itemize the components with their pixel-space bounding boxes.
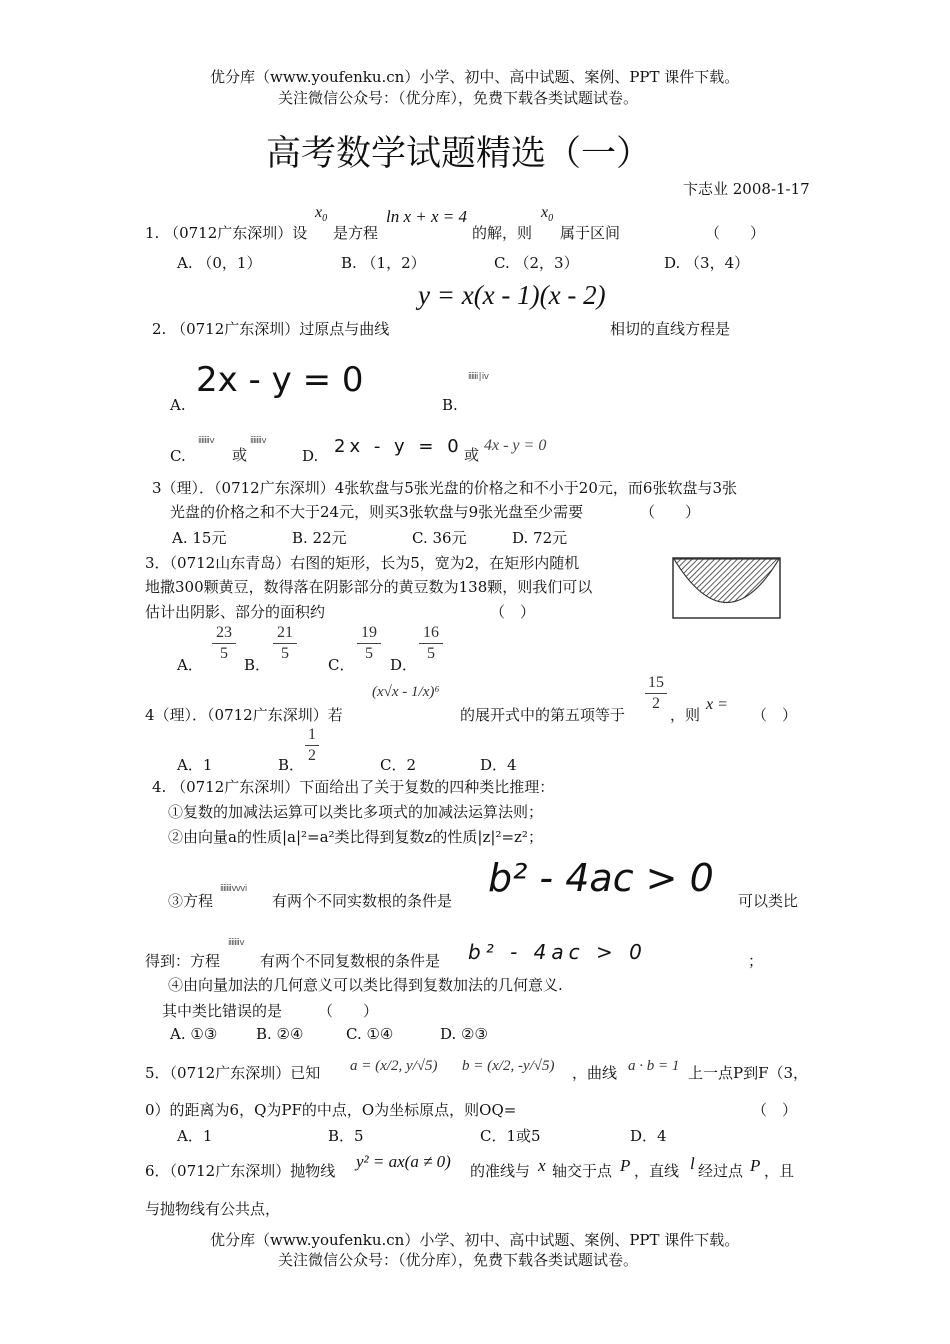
q3-frac-d: 16 5	[419, 624, 443, 663]
q3-rectangle-figure	[672, 556, 782, 620]
q2-a-formula: 2x - y = 0	[196, 360, 364, 400]
q4-option-b: B. ②④	[256, 1025, 304, 1043]
q5-option-b: B．5	[328, 1127, 364, 1145]
q4li-option-b: B．	[278, 756, 305, 774]
q2-curve: y = x(x - 1)(x - 2)	[418, 280, 606, 310]
q4-item-3b-formula: b² - 4ac > 0	[468, 940, 647, 964]
q2-c-or: 或	[232, 446, 248, 464]
q1-option-c: C. （2，3）	[494, 254, 579, 272]
q4li-paren: （ ）	[752, 706, 798, 724]
header-line-2: 关注微信公众号：（优分库），免费下载各类试题试卷。	[278, 89, 639, 107]
q1-mid2: 的解，则	[472, 224, 533, 242]
q4li-option-a: A．1	[177, 756, 213, 774]
q1-var1: $x_0$	[315, 204, 328, 225]
q3-option-d: D．	[390, 656, 418, 674]
q6-point-p: P	[620, 1156, 631, 1175]
q4li-expression: (x√x - 1/x)⁶	[372, 684, 440, 700]
q3li-option-c: C. 36元	[412, 529, 467, 547]
q4-item-1: ①复数的加减法运算可以类比多项式的加减法运算法则；	[168, 803, 544, 821]
q5-option-c: C．1或5	[480, 1127, 541, 1145]
q6-equation: y² = ax(a ≠ 0)	[356, 1152, 451, 1171]
q4-item-3b-suffix: ；	[748, 952, 764, 970]
q6-line-2: 与抛物线有公共点，	[145, 1200, 281, 1218]
q4-option-a: A. ①③	[170, 1025, 218, 1043]
q2-a-label: A.	[170, 396, 186, 414]
q4-item-3b-prefix: 得到：方程	[145, 952, 221, 970]
q3-line-1: 3．（0712山东青岛）右图的矩形，长为5，宽为2，在矩形内随机	[145, 554, 580, 572]
q3-line-2: 地撒300颗黄豆，数得落在阴影部分的黄豆数为138颗，则我们可以	[145, 578, 593, 596]
header-line-1: 优分库（www.youfenku.cn）小学、初中、高中试题、案例、PPT 课件下载。	[210, 68, 740, 86]
q3li-option-b: B. 22元	[292, 529, 347, 547]
footer-line-1: 优分库（www.youfenku.cn）小学、初中、高中试题、案例、PPT 课件下载。	[210, 1231, 740, 1249]
q4li-option-d: D．4	[480, 756, 517, 774]
q4-item-3b-equation-image: ⅰⅱⅲⅳ	[228, 938, 244, 948]
q5-mid: ，曲线	[572, 1064, 618, 1082]
q1-suffix: 属于区间	[560, 224, 621, 242]
q3li-option-d: D. 72元	[512, 529, 568, 547]
q3-option-a: A．	[177, 656, 203, 674]
q1-option-d: D. （3，4）	[664, 254, 750, 272]
q5-option-a: A．1	[177, 1127, 213, 1145]
q2-suffix: 相切的直线方程是	[610, 320, 731, 338]
q4li-option-c: C．2	[380, 756, 417, 774]
q2-b-label: B.	[442, 396, 458, 414]
q4-paren: （ ）	[318, 1002, 379, 1020]
q3-frac-c: 19 5	[357, 624, 381, 663]
q3-frac-b: 21 5	[273, 624, 297, 663]
q1-paren: （ ）	[705, 224, 766, 242]
q2-c-formula-image-1: ⅰⅱⅲⅳ	[198, 436, 214, 446]
q3-line-3: 估计出阴影、部分的面积约	[145, 603, 326, 621]
q6-mid-3: ，直线	[634, 1162, 680, 1180]
q4-question: 其中类比错误的是	[162, 1002, 283, 1020]
q3-paren: （ ）	[490, 603, 536, 621]
q3li-line-1: 3（理）．（0712广东深圳）4张软盘与5张光盘的价格之和不小于20元，而6张软盘与3张	[152, 479, 737, 497]
q4li-then: ，则	[670, 706, 701, 724]
q3li-line-2: 光盘的价格之和不大于24元，则买3张软盘与9张光盘至少需要	[170, 503, 584, 521]
q4-line-1: 4. （0712广东深圳）下面给出了关于复数的四种类比推理：	[152, 778, 555, 796]
q2-c-formula-image-2: ⅰⅱⅲⅳ	[250, 436, 266, 446]
q6-point-p-2: P	[750, 1156, 761, 1175]
q1-option-b: B. （1，2）	[341, 254, 426, 272]
q4-item-4: ④由向量加法的几何意义可以类比得到复数加法的几何意义.	[168, 976, 563, 994]
q6-x: x	[538, 1156, 546, 1175]
q4-item-3-equation-image: ⅰⅱⅲⅳⅴⅵ	[220, 884, 247, 894]
q2-d-formula-1: 2x - y = 0	[334, 436, 463, 457]
q6-prefix: 6．（0712广东深圳）抛物线	[145, 1162, 336, 1180]
q5-suffix: 上一点P到F（3，	[688, 1064, 809, 1082]
q4li-var: x =	[706, 696, 728, 713]
q3-option-b: B．	[244, 656, 271, 674]
q6-line-l: l	[690, 1154, 695, 1173]
q4-option-c: C. ①④	[346, 1025, 394, 1043]
q1-var2: $x_0$	[541, 204, 554, 225]
footer-line-2: 关注微信公众号：（优分库），免费下载各类试题试卷。	[278, 1251, 639, 1269]
q4-item-2: ②由向量a的性质|a|²=a²类比得到复数z的性质|z|²=z²；	[168, 828, 543, 846]
q3-frac-a: 23 5	[212, 624, 236, 663]
q1-prefix: 1. （0712广东深圳）设	[145, 224, 308, 242]
q4-item-3-formula: b² - 4ac > 0	[488, 856, 714, 900]
page-title: 高考数学试题精选（一）	[266, 134, 652, 174]
q4-option-d: D. ②③	[440, 1025, 488, 1043]
q1-mid1: 是方程	[333, 224, 379, 242]
q3li-paren: （ ）	[640, 503, 701, 521]
q2-prefix: 2. （0712广东深圳）过原点与曲线	[152, 320, 390, 338]
q2-d-formula-2: 4x - y = 0	[484, 437, 547, 454]
q6-mid-1: 的准线与	[470, 1162, 531, 1180]
q2-d-or: 或	[464, 446, 480, 464]
q6-mid-2: 轴交于点	[552, 1162, 613, 1180]
q6-suffix: ，且	[764, 1162, 795, 1180]
q2-c-label: C.	[170, 447, 186, 465]
author-date: 卞志业 2008-1-17	[683, 180, 810, 198]
q5-dot: a · b = 1	[628, 1058, 680, 1074]
q1-option-a: A. （0，1）	[177, 254, 262, 272]
q4li-option-b-frac: 1 2	[305, 726, 319, 765]
q5-line-2: 0）的距离为6，Q为PF的中点，O为坐标原点，则OQ=	[145, 1101, 517, 1119]
q4li-frac: 15 2	[645, 674, 667, 713]
q5-vec-a: a = (x/2, y/√5)	[350, 1058, 438, 1074]
q5-prefix: 5．（0712广东深圳）已知	[145, 1064, 321, 1082]
q6-mid-4: 经过点	[698, 1162, 744, 1180]
q5-paren: （ ）	[752, 1101, 798, 1119]
q3-option-c: C．	[328, 656, 355, 674]
q4li-mid: 的展开式中的第五项等于	[460, 706, 626, 724]
q4-item-3-prefix: ③方程	[168, 892, 214, 910]
q1-equation: ln x + x = 4	[386, 207, 468, 226]
q4li-prefix: 4（理）．（0712广东深圳）若	[145, 706, 343, 724]
q2-d-label: D.	[302, 447, 319, 465]
q3li-option-a: A. 15元	[172, 529, 227, 547]
q5-vec-b: b = (x/2, -y/√5)	[462, 1058, 555, 1074]
q4-item-3-mid: 有两个不同实数根的条件是	[272, 892, 453, 910]
q4-item-3-suffix: 可以类比	[738, 892, 799, 910]
q5-option-d: D．4	[630, 1127, 667, 1145]
q2-b-formula-image: ⅰⅱⅲ|ⅳ	[468, 372, 489, 382]
q4-item-3b-mid: 有两个不同复数根的条件是	[260, 952, 441, 970]
